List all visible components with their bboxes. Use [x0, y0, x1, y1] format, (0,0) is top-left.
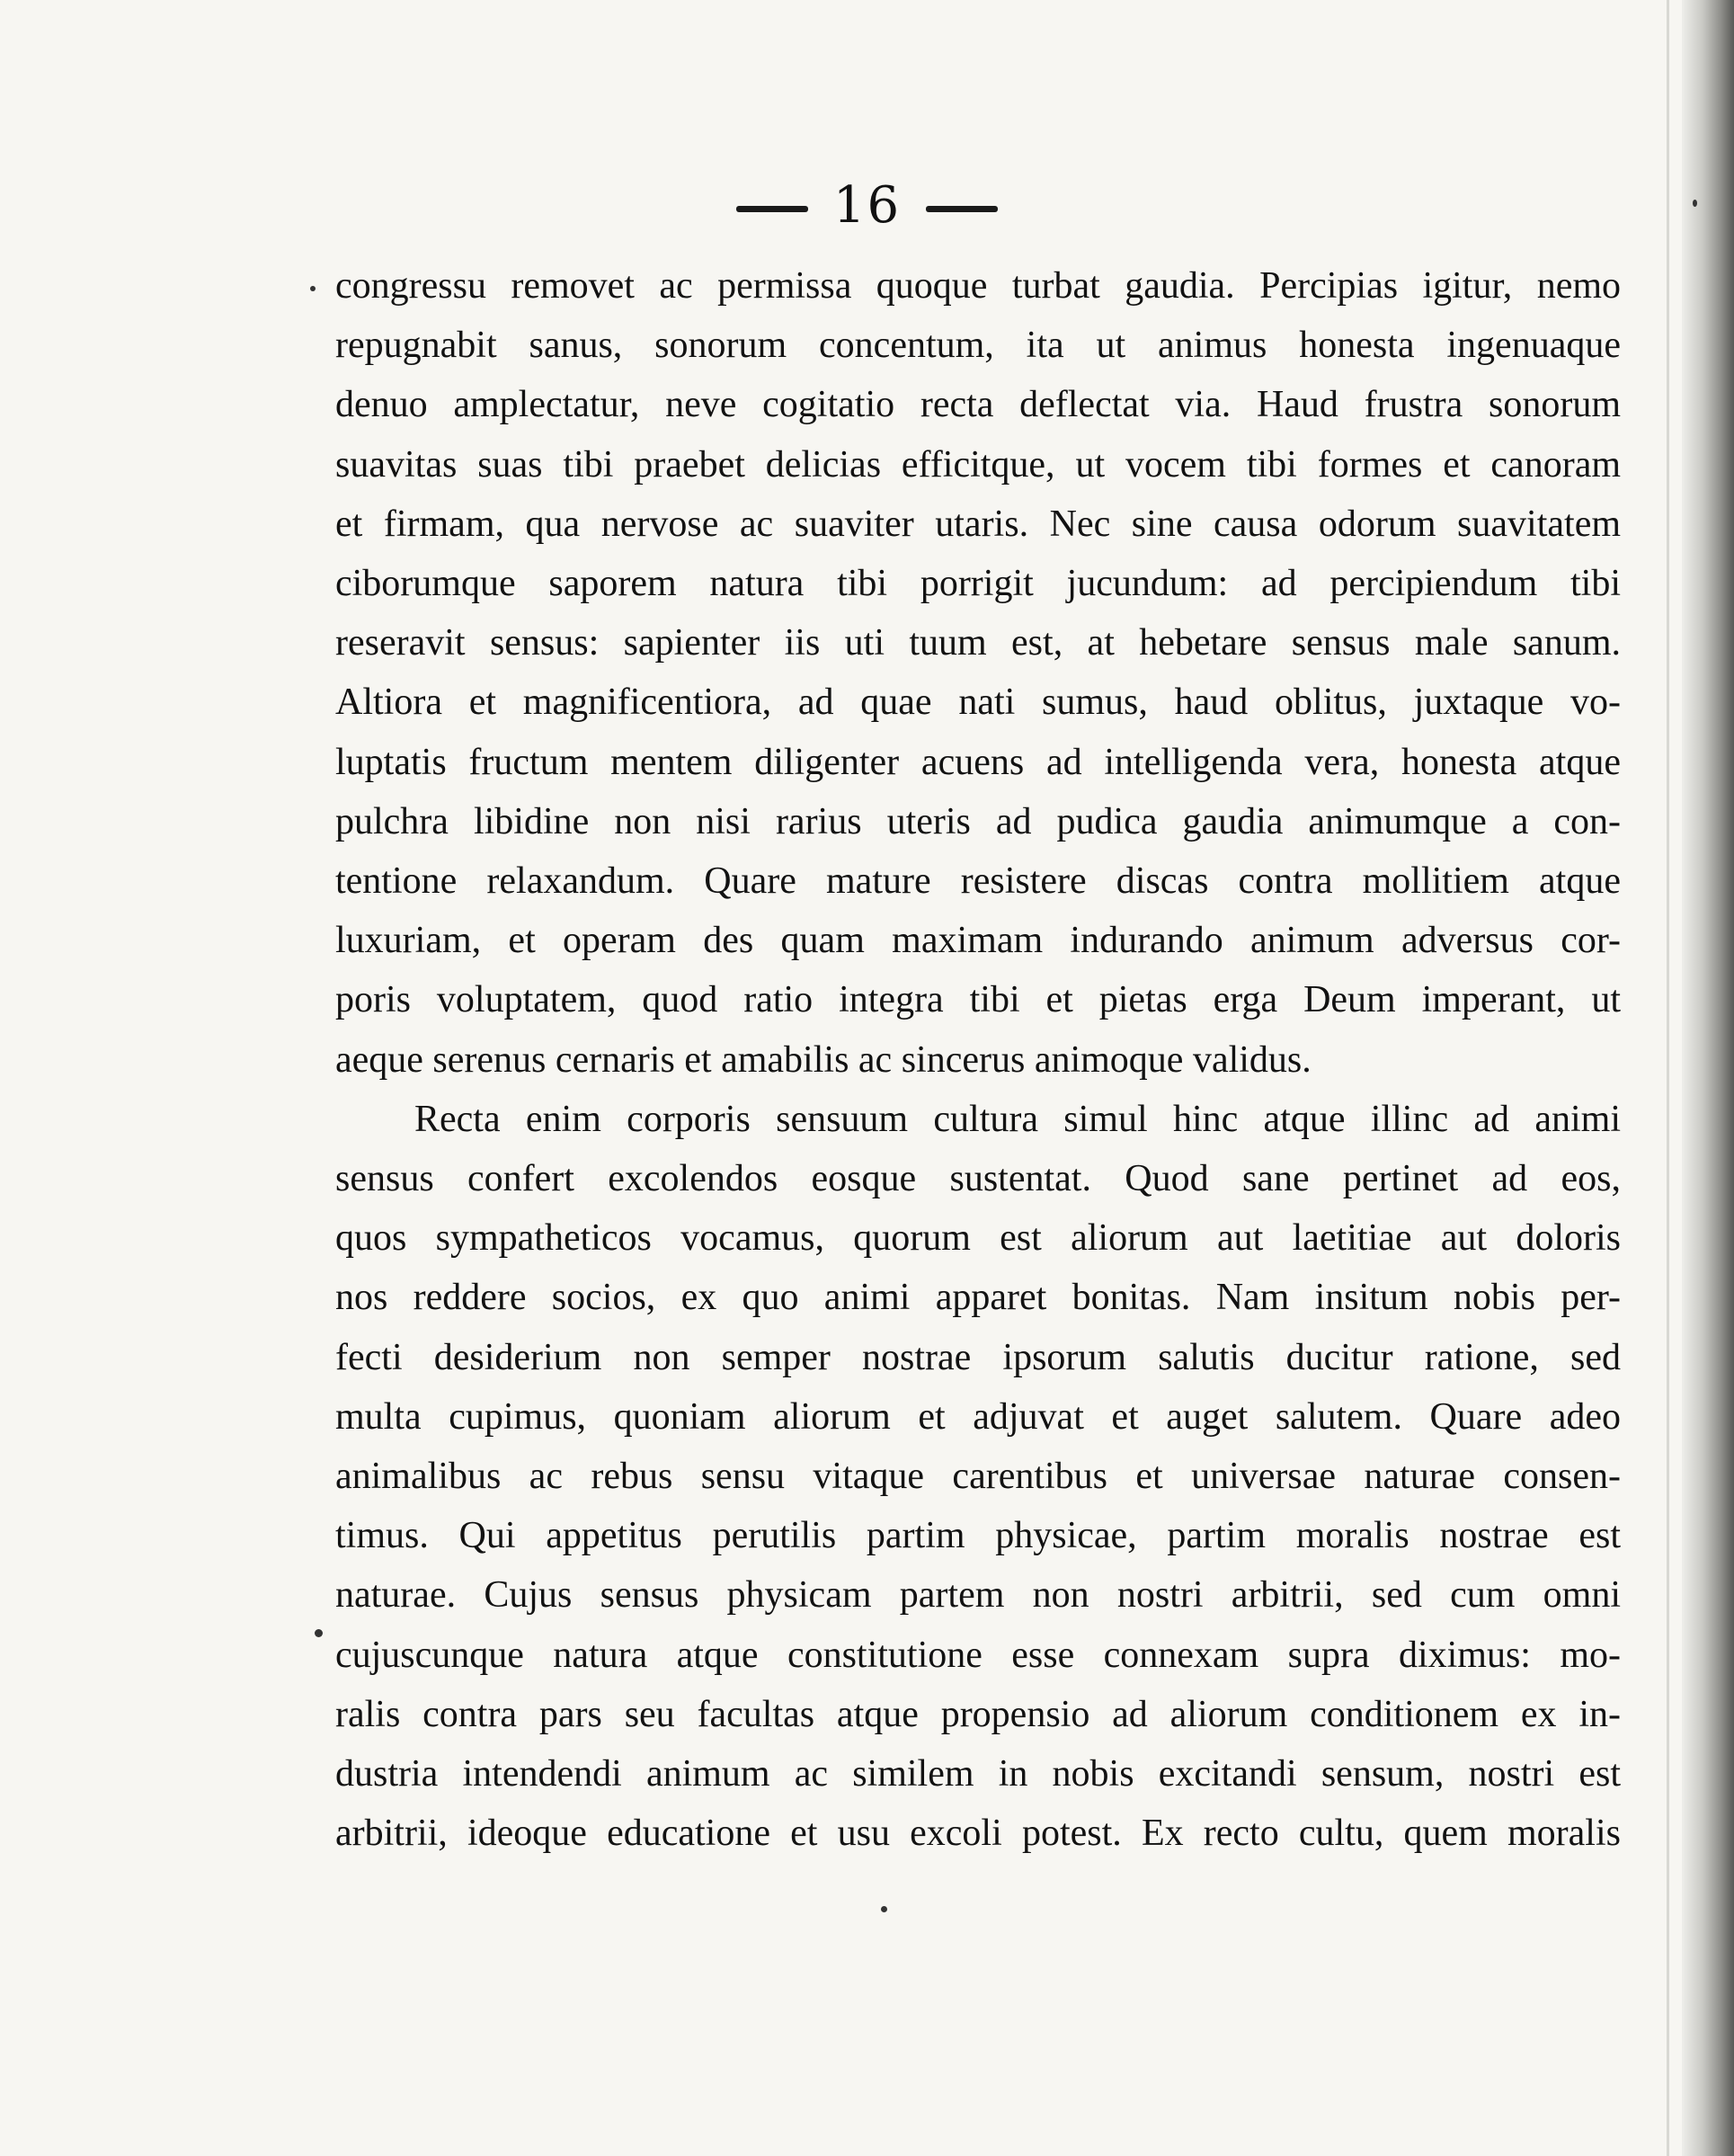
header-left-dash — [736, 206, 808, 212]
text-line: fecti desiderium non semper nostrae ipsorum salutis ducitur ratione, sed — [335, 1336, 1621, 1378]
text-line: reseravit sensus: sapienter iis uti tuum est, at hebetare sensus male sanum. — [335, 622, 1621, 664]
text-line: luxuriam, et operam des quam maximam indurando animum adversus cor- — [335, 920, 1621, 962]
text-line: sensus confert excolendos eosque sustentat. Quod sane pertinet ad eos, — [335, 1158, 1621, 1200]
binding-shadow — [1682, 0, 1734, 2156]
text-line: poris voluptatem, quod ratio integra tibi et pietas erga Deum imperant, ut — [335, 979, 1621, 1021]
paragraph-1 — [335, 256, 1621, 1090]
text-line: luptatis fructum mentem diligenter acuens ad intelligenda vera, honesta atque — [335, 741, 1621, 783]
paragraph-2 — [335, 1090, 1621, 1864]
text-line: timus. Qui appetitus perutilis partim physicae, partim moralis nostrae est — [335, 1515, 1621, 1557]
text-line: ralis contra pars seu facultas atque propensio ad aliorum conditionem ex in- — [335, 1693, 1621, 1735]
text-line: naturae. Cujus sensus physicam partem non nostri arbitrii, sed cum omni — [335, 1574, 1621, 1617]
text-line: dustria intendendi animum ac similem in nobis excitandi sensum, nostri est — [335, 1753, 1621, 1795]
page-header — [0, 176, 1734, 235]
text-line: congressu removet ac permissa quoque turbat gaudia. Percipias igitur, nemo — [335, 265, 1621, 307]
text-line: aeque serenus cernaris et amabilis ac sincerus animoque validus. — [335, 1038, 1312, 1081]
text-line: arbitrii, ideoque educatione et usu excoli potest. Ex recto cultu, quem moralis — [335, 1813, 1621, 1855]
text-line: tentione relaxandum. Quare mature resistere discas contra mollitiem atque — [335, 860, 1621, 903]
text-line: multa cupimus, quoniam aliorum et adjuvat et auget salutem. Quare adeo — [335, 1395, 1621, 1438]
binding-line — [1667, 0, 1669, 2156]
text-line: quos sympatheticos vocamus, quorum est aliorum aut laetitiae aut doloris — [335, 1217, 1621, 1260]
header-right-dash — [926, 206, 998, 212]
page-number: 16 — [832, 176, 902, 235]
text-line: nos reddere socios, ex quo animi apparet bonitas. Nam insitum nobis per- — [335, 1277, 1621, 1319]
page-body — [335, 256, 1621, 1863]
text-line: cujuscunque natura atque constitutione esse connexam supra diximus: mo- — [335, 1634, 1621, 1676]
text-line: Recta enim corporis sensuum cultura simul hinc atque illinc ad animi — [414, 1098, 1621, 1140]
text-line: suavitas suas tibi praebet delicias efficitque, ut vocem tibi formes et canoram — [335, 443, 1621, 486]
print-speck — [315, 1629, 323, 1637]
print-speck — [881, 1906, 887, 1912]
text-line: pulchra libidine non nisi rarius uteris ad pudica gaudia animumque a con- — [335, 800, 1621, 842]
print-speck — [1693, 200, 1697, 207]
text-line: Altiora et magnificentiora, ad quae nati sumus, haud oblitus, juxtaque vo- — [335, 682, 1621, 724]
text-line: repugnabit sanus, sonorum concentum, ita ut animus honesta ingenuaque — [335, 325, 1621, 367]
text-line: et firmam, qua nervose ac suaviter utaris. Nec sine causa odorum suavitatem — [335, 503, 1621, 545]
text-line: animalibus ac rebus sensu vitaque carentibus et universae naturae consen- — [335, 1456, 1621, 1498]
print-speck — [310, 286, 316, 291]
text-line: denuo amplectatur, neve cogitatio recta deflectat via. Haud frustra sonorum — [335, 384, 1621, 426]
text-line: ciborumque saporem natura tibi porrigit jucundum: ad percipiendum tibi — [335, 563, 1621, 605]
